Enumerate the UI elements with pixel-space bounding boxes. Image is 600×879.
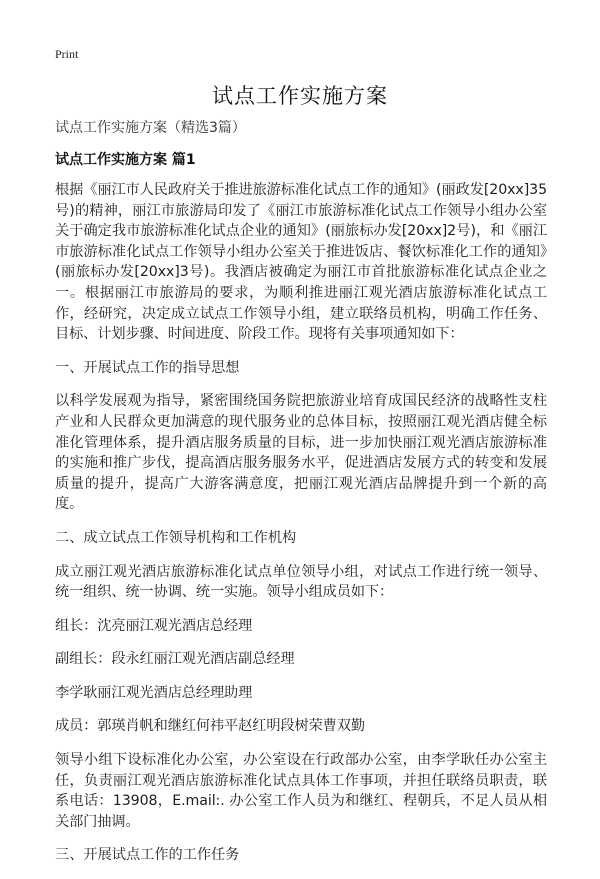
leader-line: 组长：沈亮丽江观光酒店总经理 (55, 617, 253, 634)
print-label: Print (55, 47, 79, 61)
assistant-line: 李学耿丽江观光酒店总经理助理 (55, 684, 253, 701)
document-title: 试点工作实施方案 (212, 84, 388, 108)
members-line: 成员：郭瑛肖帆和继红何祎平赵红明段树荣曹双勤 (55, 718, 365, 735)
section-heading-2: 二、成立试点工作领导机构和工作机构 (55, 529, 297, 546)
section-2-paragraph: 成立丽江观光酒店旅游标准化试点单位领导小组，对试点工作进行统一领导、统一组织、统一协调、统一实施。领导小组成员如下： (55, 563, 547, 601)
part-heading: 试点工作实施方案 篇1 (55, 152, 196, 168)
document-subtitle: 试点工作实施方案（精选3篇） (55, 120, 246, 136)
section-heading-1: 一、开展试点工作的指导思想 (55, 359, 240, 376)
office-paragraph: 领导小组下设标准化办公室，办公室设在行政部办公室，由李学耿任办公室主任，负责丽江观光酒店旅游标准化试点具体工作事项，并担任联络员职责，联系电话：13908，E.mail:. 办公室工作人员为和继红、程朝兵，不足人员从相关部门抽调。 (55, 752, 547, 830)
section-heading-3: 三、开展试点工作的工作任务 (55, 847, 240, 864)
intro-paragraph: 根据《丽江市人民政府关于推进旅游标准化试点工作的通知》(丽政发[20xx]35号)的精神，丽江市旅游局印发了《丽江市旅游标准化试点工作领导小组办公室关于确定我市旅游标准化试点企业的通知》(丽旅标办发[20xx]2号)，和《丽江市旅游标准化试点工作领导小组办公室关于推进饭店、餐饮标准化工作的通知》(丽旅标办发[20xx]3号)。我酒店被确定为丽江市首批旅游标准化试点企业之一。根据丽江市旅游局的要求，为顺利推进丽江观光酒店旅游标准化试点工作，经研究，决定成立试点工作领导小组，建立联络员机构，明确工作任务、目标、计划步骤、时间进度、阶段工作。现将有关事项通知如下： (55, 182, 547, 343)
section-1-paragraph: 以科学发展观为指导，紧密围绕国务院把旅游业培育成国民经济的战略性支柱产业和人民群众更加满意的现代服务业的总体目标，按照丽江观光酒店健全标准化管理体系，提升酒店服务质量的目标，进一步加快丽江观光酒店旅游标准的实施和推广步伐，提高酒店服务服务水平，促进酒店发展方式的转变和发展质量的提升，提高广大游客满意度，把丽江观光酒店品牌提升到一个新的高度。 (55, 393, 547, 513)
document-body (55, 118, 547, 879)
deputy-leader-line: 副组长：段永红丽江观光酒店副总经理 (55, 651, 295, 668)
